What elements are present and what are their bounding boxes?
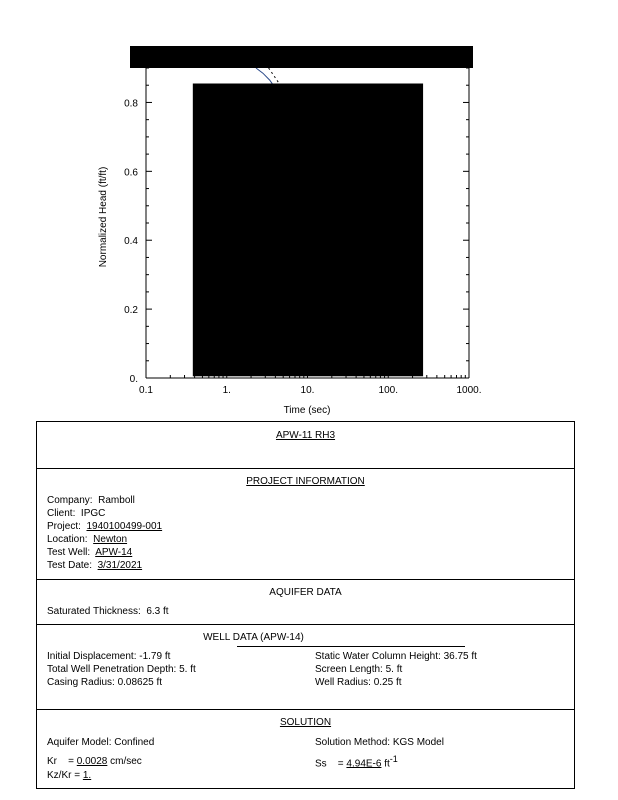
solution-section xyxy=(37,709,574,789)
y-tick-label: 0.8 xyxy=(124,98,138,110)
y-tick-label: 0.2 xyxy=(124,305,138,317)
location-line: Location: Newton xyxy=(47,534,128,545)
x-tick-label: 0.1 xyxy=(139,385,153,396)
aquifer-data-section xyxy=(37,579,574,624)
y-axis-title: Normalized Head (ft/ft) xyxy=(98,166,109,268)
test-well-line: Test Well: APW-14 xyxy=(47,547,133,558)
kr-line: Kr = 0.0028 cm/sec xyxy=(47,756,142,767)
initial-displacement: Initial Displacement: -1.79 ft xyxy=(47,651,171,662)
solution-title: SOLUTION xyxy=(279,717,332,728)
header-section xyxy=(37,422,574,468)
x-tick-label: 100. xyxy=(378,385,398,396)
x-tick-label: 10. xyxy=(300,385,315,396)
redaction-box xyxy=(193,84,423,377)
aquifer-data-title: AQUIFER DATA xyxy=(269,587,342,598)
test-date-line: Test Date: 3/31/2021 xyxy=(47,560,143,571)
redacted-header-bar xyxy=(130,46,473,68)
project-information-section xyxy=(37,468,574,579)
casing-radius: Casing Radius: 0.08625 ft xyxy=(47,677,163,688)
solution-method: Solution Method: KGS Model xyxy=(315,737,444,748)
x-tick-label: 1000. xyxy=(456,385,482,396)
y-tick-labels xyxy=(124,98,138,385)
report-title: APW-11 RH3 xyxy=(275,430,336,441)
company-line: Company: Ramboll xyxy=(47,495,135,506)
kz-kr-line: Kz/Kr = 1. xyxy=(47,770,92,781)
screen-length: Screen Length: 5. ft xyxy=(315,664,403,675)
report-box xyxy=(36,421,575,789)
client-line: Client: IPGC xyxy=(47,508,106,519)
project-info-title: PROJECT INFORMATION xyxy=(246,476,365,487)
y-tick-label: 0. xyxy=(129,374,138,385)
ss-line: Ss = 4.94E-6 $ft^{-1}$ xyxy=(315,754,398,770)
x-tick-label: 1. xyxy=(222,385,231,396)
x-axis-title: Time (sec) xyxy=(283,405,331,416)
y-tick-label: 0.6 xyxy=(124,167,138,179)
project-line: Project: 1940100499-001 xyxy=(47,521,163,532)
well-data-rule xyxy=(237,646,465,647)
saturated-thickness-line: Saturated Thickness: 6.3 ft xyxy=(47,606,169,617)
observed-data-points xyxy=(269,68,281,85)
total-well-penetration: Total Well Penetration Depth: 5. ft xyxy=(47,664,196,675)
well-data-section xyxy=(37,624,574,709)
x-tick-labels xyxy=(139,385,481,396)
aquifer-model: Aquifer Model: Confined xyxy=(47,737,155,748)
y-tick-label: 0.4 xyxy=(124,236,138,248)
well-data-title: WELL DATA (APW-14) xyxy=(203,632,304,643)
well-radius: Well Radius: 0.25 ft xyxy=(315,677,402,688)
static-water-column: Static Water Column Height: 36.75 ft xyxy=(315,651,477,662)
